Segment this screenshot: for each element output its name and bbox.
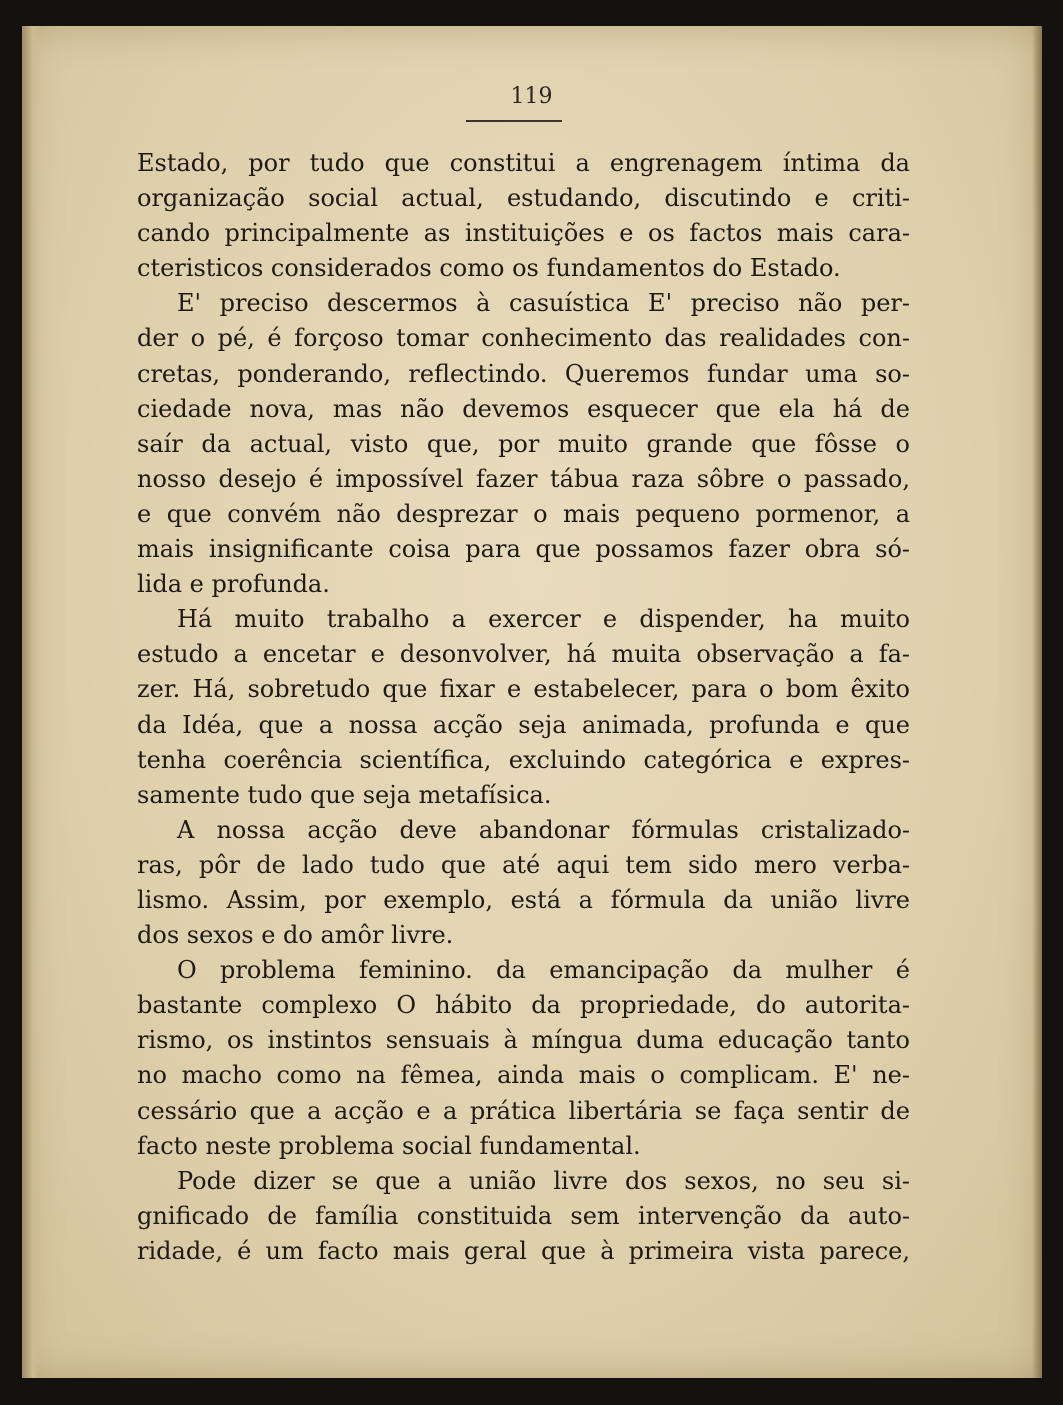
text-line: da Idéa, que a nossa acção seja animada, profunda e que xyxy=(137,710,910,739)
text-line: facto neste problema social fundamental. xyxy=(137,1131,641,1160)
text-line: Pode dizer se que a união livre dos sexos, no seu si- xyxy=(177,1166,910,1195)
text-line: nosso desejo é impossível fazer tábua raza sôbre o passado, xyxy=(137,464,910,493)
page-outer-edge xyxy=(1032,26,1042,1378)
text-line: lismo. Assim, por exemplo, está a fórmula da união livre xyxy=(137,885,910,914)
text-line: e que convém não desprezar o mais pequeno pormenor, a xyxy=(137,499,910,528)
text-line: cteristicos considerados como os fundamentos do Estado. xyxy=(137,254,841,283)
page-number: 119 xyxy=(510,84,553,109)
text-line: organização social actual, estudando, discutindo e criti- xyxy=(137,184,910,213)
text-line: cessário que a acção e a prática libertária se faça sentir de xyxy=(137,1096,910,1125)
text-line: ciedade nova, mas não devemos esquecer que ela há de xyxy=(137,394,910,423)
text-line: rismo, os instintos sensuais à míngua duma educação tanto xyxy=(137,1026,910,1055)
text-line: A nossa acção deve abandonar fórmulas cristalizado- xyxy=(177,815,910,844)
text-line: ridade, é um facto mais geral que à primeira vista parece, xyxy=(137,1236,910,1265)
text-line: dos sexos e do amôr livre. xyxy=(137,921,454,950)
page-binding-edge xyxy=(22,26,40,1378)
text-line: tenha coerência scientífica, excluindo categórica e expres- xyxy=(137,745,910,774)
text-line: cando principalmente as instituições e os factos mais cara- xyxy=(137,219,910,248)
header-rule xyxy=(466,120,562,122)
text-line: saír da actual, visto que, por muito grande que fôsse o xyxy=(137,429,910,458)
text-line: Há muito trabalho a exercer e dispender, ha muito xyxy=(177,605,910,634)
text-line: estudo a encetar e desonvolver, há muita observação a fa- xyxy=(137,640,910,669)
text-line: lida e profunda. xyxy=(137,570,330,599)
text-line: cretas, ponderando, reflectindo. Queremos fundar uma so- xyxy=(137,359,910,388)
text-line: ras, pôr de lado tudo que até aqui tem sido mero verba- xyxy=(137,850,910,879)
text-line: E' preciso descermos à casuística E' preciso não per- xyxy=(177,289,910,318)
text-line: Estado, por tudo que constitui a engrenagem íntima da xyxy=(137,149,910,177)
text-line: mais insignificante coisa para que possamos fazer obra só- xyxy=(137,535,910,564)
text-line: gnificado de família constituida sem intervenção da auto- xyxy=(137,1201,910,1230)
body-text xyxy=(137,146,910,1269)
text-line: zer. Há, sobretudo que fixar e estabelecer, para o bom êxito xyxy=(137,675,910,704)
text-line: samente tudo que seja metafísica. xyxy=(137,780,552,809)
text-line: no macho como na fêmea, ainda mais o complicam. E' ne- xyxy=(137,1061,910,1090)
text-line: der o pé, é forçoso tomar conhecimento das realidades con- xyxy=(137,324,910,353)
text-line: bastante complexo O hábito da propriedade, do autorita- xyxy=(137,991,910,1020)
text-line: O problema feminino. da emancipação da mulher é xyxy=(177,956,910,985)
